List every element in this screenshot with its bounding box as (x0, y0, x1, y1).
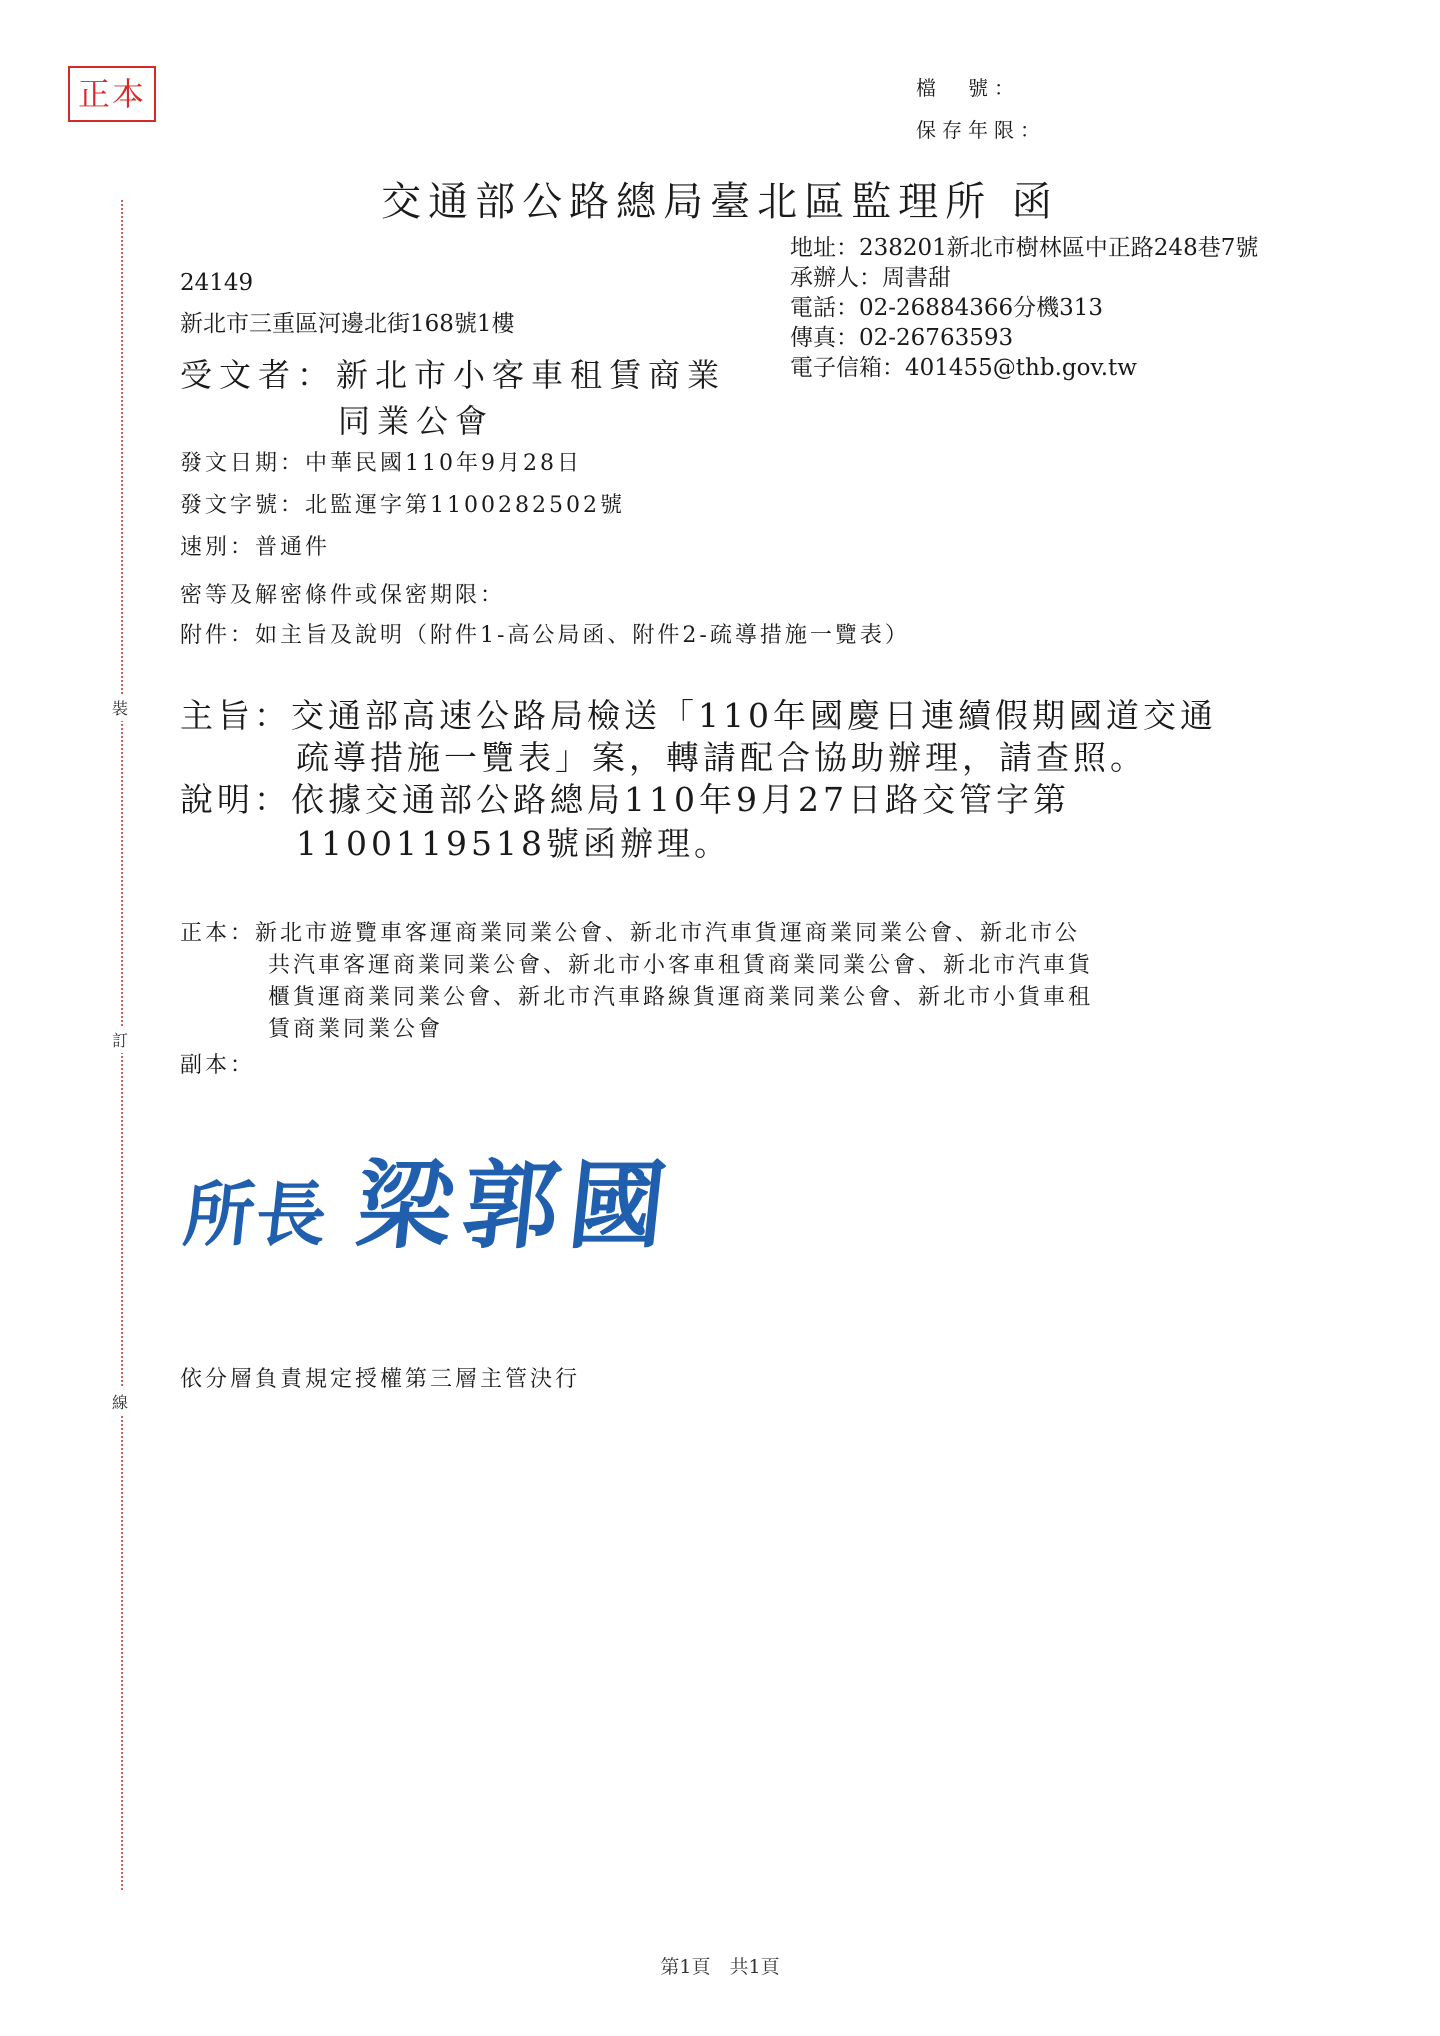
explanation-line-1: 說明：依據交通部公路總局110年9月27日路交管字第 (180, 780, 1070, 819)
phone-number: 電話：02-26884366分機313 (790, 295, 1104, 321)
contact-block (790, 233, 1258, 383)
email-address: 電子信箱：401455@thb.gov.tw (790, 355, 1137, 381)
explanation-line-2: 1100119518號函辦理。 (296, 824, 731, 863)
binding-mark-ding: 訂 (112, 1026, 128, 1053)
office-address: 地址：238201新北市樹林區中正路248巷7號 (790, 235, 1259, 261)
secrecy-level: 密等及解密條件或保密期限： (180, 583, 506, 608)
recipient-line-1: 受文者：新北市小客車租賃商業 (180, 356, 727, 394)
file-number-label: 檔 號： (916, 76, 1020, 100)
subject-line-1: 主旨：交通部高速公路局檢送「110年國慶日連續假期國道交通 (180, 696, 1217, 735)
binding-mark-xian: 線 (112, 1388, 128, 1415)
original-recipients-line-2: 共汽車客運商業同業公會、新北市小客車租賃商業同業公會、新北市汽車貨 (268, 953, 1094, 978)
recipient-line-2: 同業公會 (338, 402, 495, 440)
delegation-note: 依分層負責規定授權第三層主管決行 (180, 1367, 581, 1392)
original-recipients-line-1: 正本：新北市遊覽車客運商業同業公會、新北市汽車貨運商業同業公會、新北市公 (180, 921, 1081, 946)
original-recipients-line-4: 賃商業同業公會 (268, 1017, 444, 1042)
recipient-street-address: 新北市三重區河邊北街168號1樓 (180, 311, 515, 337)
signature-title: 所長 (179, 1173, 333, 1256)
subject-line-2: 疏導措施一覽表」案，轉請配合協助辦理，請查照。 (296, 738, 1147, 777)
handler-name: 承辦人：周書甜 (790, 265, 951, 291)
page-footer: 第1頁 共1頁 (660, 1956, 780, 1978)
attachments: 附件：如主旨及說明（附件1-高公局函、附件2-疏導措施一覽表） (180, 623, 910, 648)
fax-number: 傳真：02-26763593 (790, 325, 1014, 351)
copy-recipients: 副本： (180, 1053, 256, 1078)
director-signature (179, 1130, 683, 1267)
delivery-speed: 速別：普通件 (180, 535, 331, 560)
document-title: 交通部公路總局臺北區監理所 函 (381, 179, 1059, 225)
original-recipients-line-3: 櫃貨運商業同業公會、新北市汽車路線貨運商業同業公會、新北市小貨車租 (268, 985, 1094, 1010)
recipient-postal-code: 24149 (180, 270, 254, 296)
binding-mark-zhuang: 裝 (112, 694, 128, 721)
original-copy-stamp: 正本 (68, 66, 156, 122)
retention-period-label: 保存年限： (916, 118, 1046, 142)
issue-date: 發文日期：中華民國110年9月28日 (180, 451, 582, 476)
document-number: 發文字號：北監運字第1100282502號 (180, 493, 625, 518)
signature-name: 梁郭國 (351, 1149, 682, 1262)
